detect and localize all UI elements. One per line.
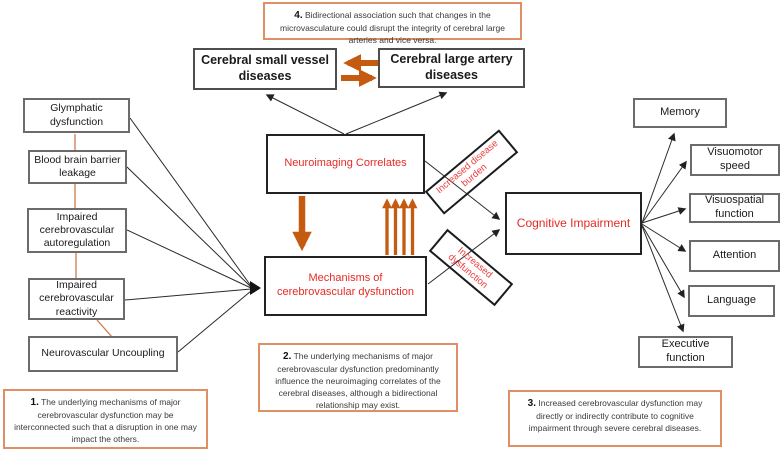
executive-function-label: Executive function: [661, 338, 710, 364]
visuospatial-function-label: Visuospatial function: [704, 194, 765, 220]
note-2-text: The underlying mechanisms of major cerebrovascular dysfunction predominantly influence the neuroimaging correlates of the cerebral diseases, although a bidirectional relationship may exist.: [275, 351, 441, 410]
box-blood-brain-barrier-leakage: [28, 150, 127, 184]
box-cerebral-small-vessel-diseases: [193, 48, 337, 90]
language-label: Language: [707, 294, 756, 307]
note-1: [3, 389, 208, 449]
increased-disease-burden-text: Increased disease burden: [434, 138, 501, 197]
note-3: [508, 390, 722, 447]
box-executive-function: [638, 336, 733, 368]
cerebral-large-artery-label: Cerebral large artery diseases: [390, 52, 513, 82]
glymphatic-dysfunction-label: Glymphatic dysfunction: [49, 102, 104, 128]
box-memory: [633, 98, 727, 128]
box-cerebral-large-artery-diseases: [378, 48, 525, 88]
bidirectional-arrows-top: [341, 63, 379, 78]
note-4: [263, 2, 522, 45]
note-4-number: 4.: [294, 10, 303, 21]
cerebral-small-vessel-label: Cerebral small vessel diseases: [201, 53, 329, 83]
note-2: [258, 343, 458, 412]
blood-brain-barrier-label: Blood brain barrier leakage: [34, 153, 121, 179]
visuomotor-speed-label: Visuomotor speed: [707, 146, 763, 172]
box-attention: [689, 240, 780, 272]
impaired-reactivity-label: Impaired cerebrovascular reactivity: [39, 279, 114, 318]
box-visuospatial-function: [689, 193, 780, 223]
cognitive-impairment-label: Cognitive Impairment: [516, 216, 631, 230]
box-neuroimaging-correlates: [266, 134, 425, 194]
note-2-number: 2.: [283, 351, 292, 362]
note-3-number: 3.: [527, 398, 537, 409]
fan-arrowhead: [250, 281, 261, 295]
note-4-text: Bidirectional association such that changes in the microvasculature could disrupt the integrity of cerebral large arteries and vice versa.: [280, 10, 505, 45]
fan-left-mechanisms: [125, 118, 251, 352]
impaired-autoregulation-label: Impaired cerebrovascular autoregulation: [39, 210, 115, 250]
arrows-neuroimaging-to-diseases: [267, 93, 446, 134]
note-1-number: 1.: [30, 397, 39, 408]
note-3-text: Increased cerebrovascular dysfunction may directly or indirectly contribute to cognitive impairment through severe cerebral diseases.: [528, 398, 703, 433]
mechanisms-label: Mechanisms of cerebrovascular dysfunction: [277, 272, 414, 298]
box-glymphatic-dysfunction: [23, 98, 130, 133]
neuroimaging-correlates-label: Neuroimaging Correlates: [284, 157, 407, 170]
arrows-mechanisms-to-neuroimaging: [387, 201, 413, 255]
neurovascular-uncoupling-label: Neurovascular Uncoupling: [41, 347, 165, 360]
memory-label: Memory: [660, 106, 700, 119]
attention-label: Attention: [712, 249, 757, 262]
note-1-text: The underlying mechanisms of major cerebrovascular dysfunction may be interconnected such that a disruption in one may impact the others.: [14, 397, 197, 444]
box-cognitive-impairment: [505, 192, 642, 255]
fan-cognitive-domains: [642, 134, 686, 331]
label-increased-dysfunction: [429, 229, 514, 306]
box-neurovascular-uncoupling: [28, 336, 178, 372]
box-mechanisms-cerebrovascular-dysfunction: [264, 256, 427, 316]
box-impaired-reactivity: [28, 278, 125, 320]
box-impaired-autoregulation: [27, 208, 127, 253]
box-visuomotor-speed: [690, 144, 780, 176]
increased-dysfunction-text: Increased dysfunction: [446, 244, 495, 291]
box-language: [688, 285, 775, 317]
